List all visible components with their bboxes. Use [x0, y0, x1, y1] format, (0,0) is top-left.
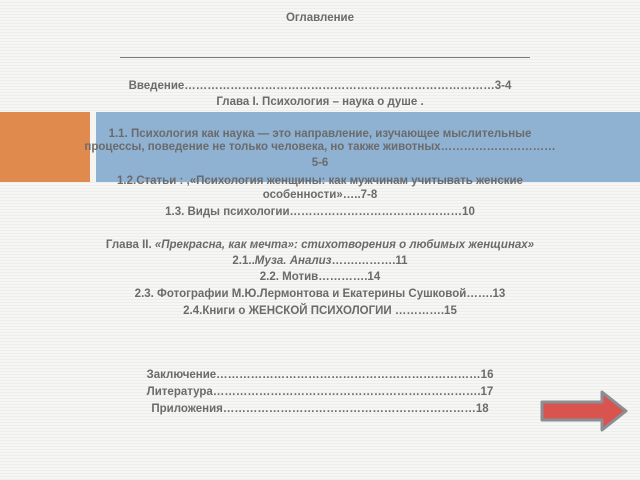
toc-item-2-1-pages: …….……….11 [331, 255, 408, 267]
toc-chapter2-heading [0, 239, 640, 251]
toc-item-1-2-line2: особенности»…..7-8 [262, 189, 378, 201]
toc-introduction: Введение………………………………………………………………………3-4 [128, 80, 512, 92]
toc-chapter1-heading: Глава I. Психология – наука о душе . [216, 96, 424, 108]
toc-appendix: Приложения…………………………………………………………18 [151, 403, 489, 415]
toc-chapter2-heading-title: «Прекрасна, как мечта»: стихотворения о любимых женщинах» [154, 239, 535, 251]
toc-literature: Литература…………………………………………………………….17 [146, 386, 494, 398]
toc-conclusion: Заключение……………………………………………………………16 [146, 369, 494, 381]
toc-item-2-1 [0, 255, 640, 267]
title-divider [120, 57, 530, 58]
toc-item-2-4: 2.4.Книги о ЖЕНСКОЙ ПСИХОЛОГИИ ………….15 [183, 305, 457, 317]
next-slide-button[interactable] [540, 390, 628, 432]
toc-item-2-1-prefix: 2.1.. [232, 255, 255, 267]
right-arrow-icon [540, 390, 628, 432]
toc-item-1-1-pages: 5-6 [311, 157, 329, 169]
toc-item-1-1-line1: 1.1. Психология как наука — это направление, изучающее мыслительные [108, 128, 532, 140]
toc-item-2-2: 2.2. Мотив………….14 [259, 271, 381, 283]
toc-item-1-3: 1.3. Виды психологии………………………………………10 [165, 206, 475, 218]
page-title: Оглавление [285, 12, 355, 24]
toc-item-1-2-line1: 1.2.Статьи : ,«Психология женщины: как мужчинам учитывать женские [117, 175, 523, 187]
toc-chapter2-heading-prefix: Глава II. [105, 239, 155, 251]
toc-item-2-3: 2.3. Фотографии М.Ю.Лермонтова и Екатерины Сушковой…….13 [134, 288, 506, 300]
toc-item-1-1-line2: процессы, поведение не только человека, но также животных………………………… [84, 141, 556, 153]
toc-item-2-1-title: Муза. Анализ [254, 255, 332, 267]
